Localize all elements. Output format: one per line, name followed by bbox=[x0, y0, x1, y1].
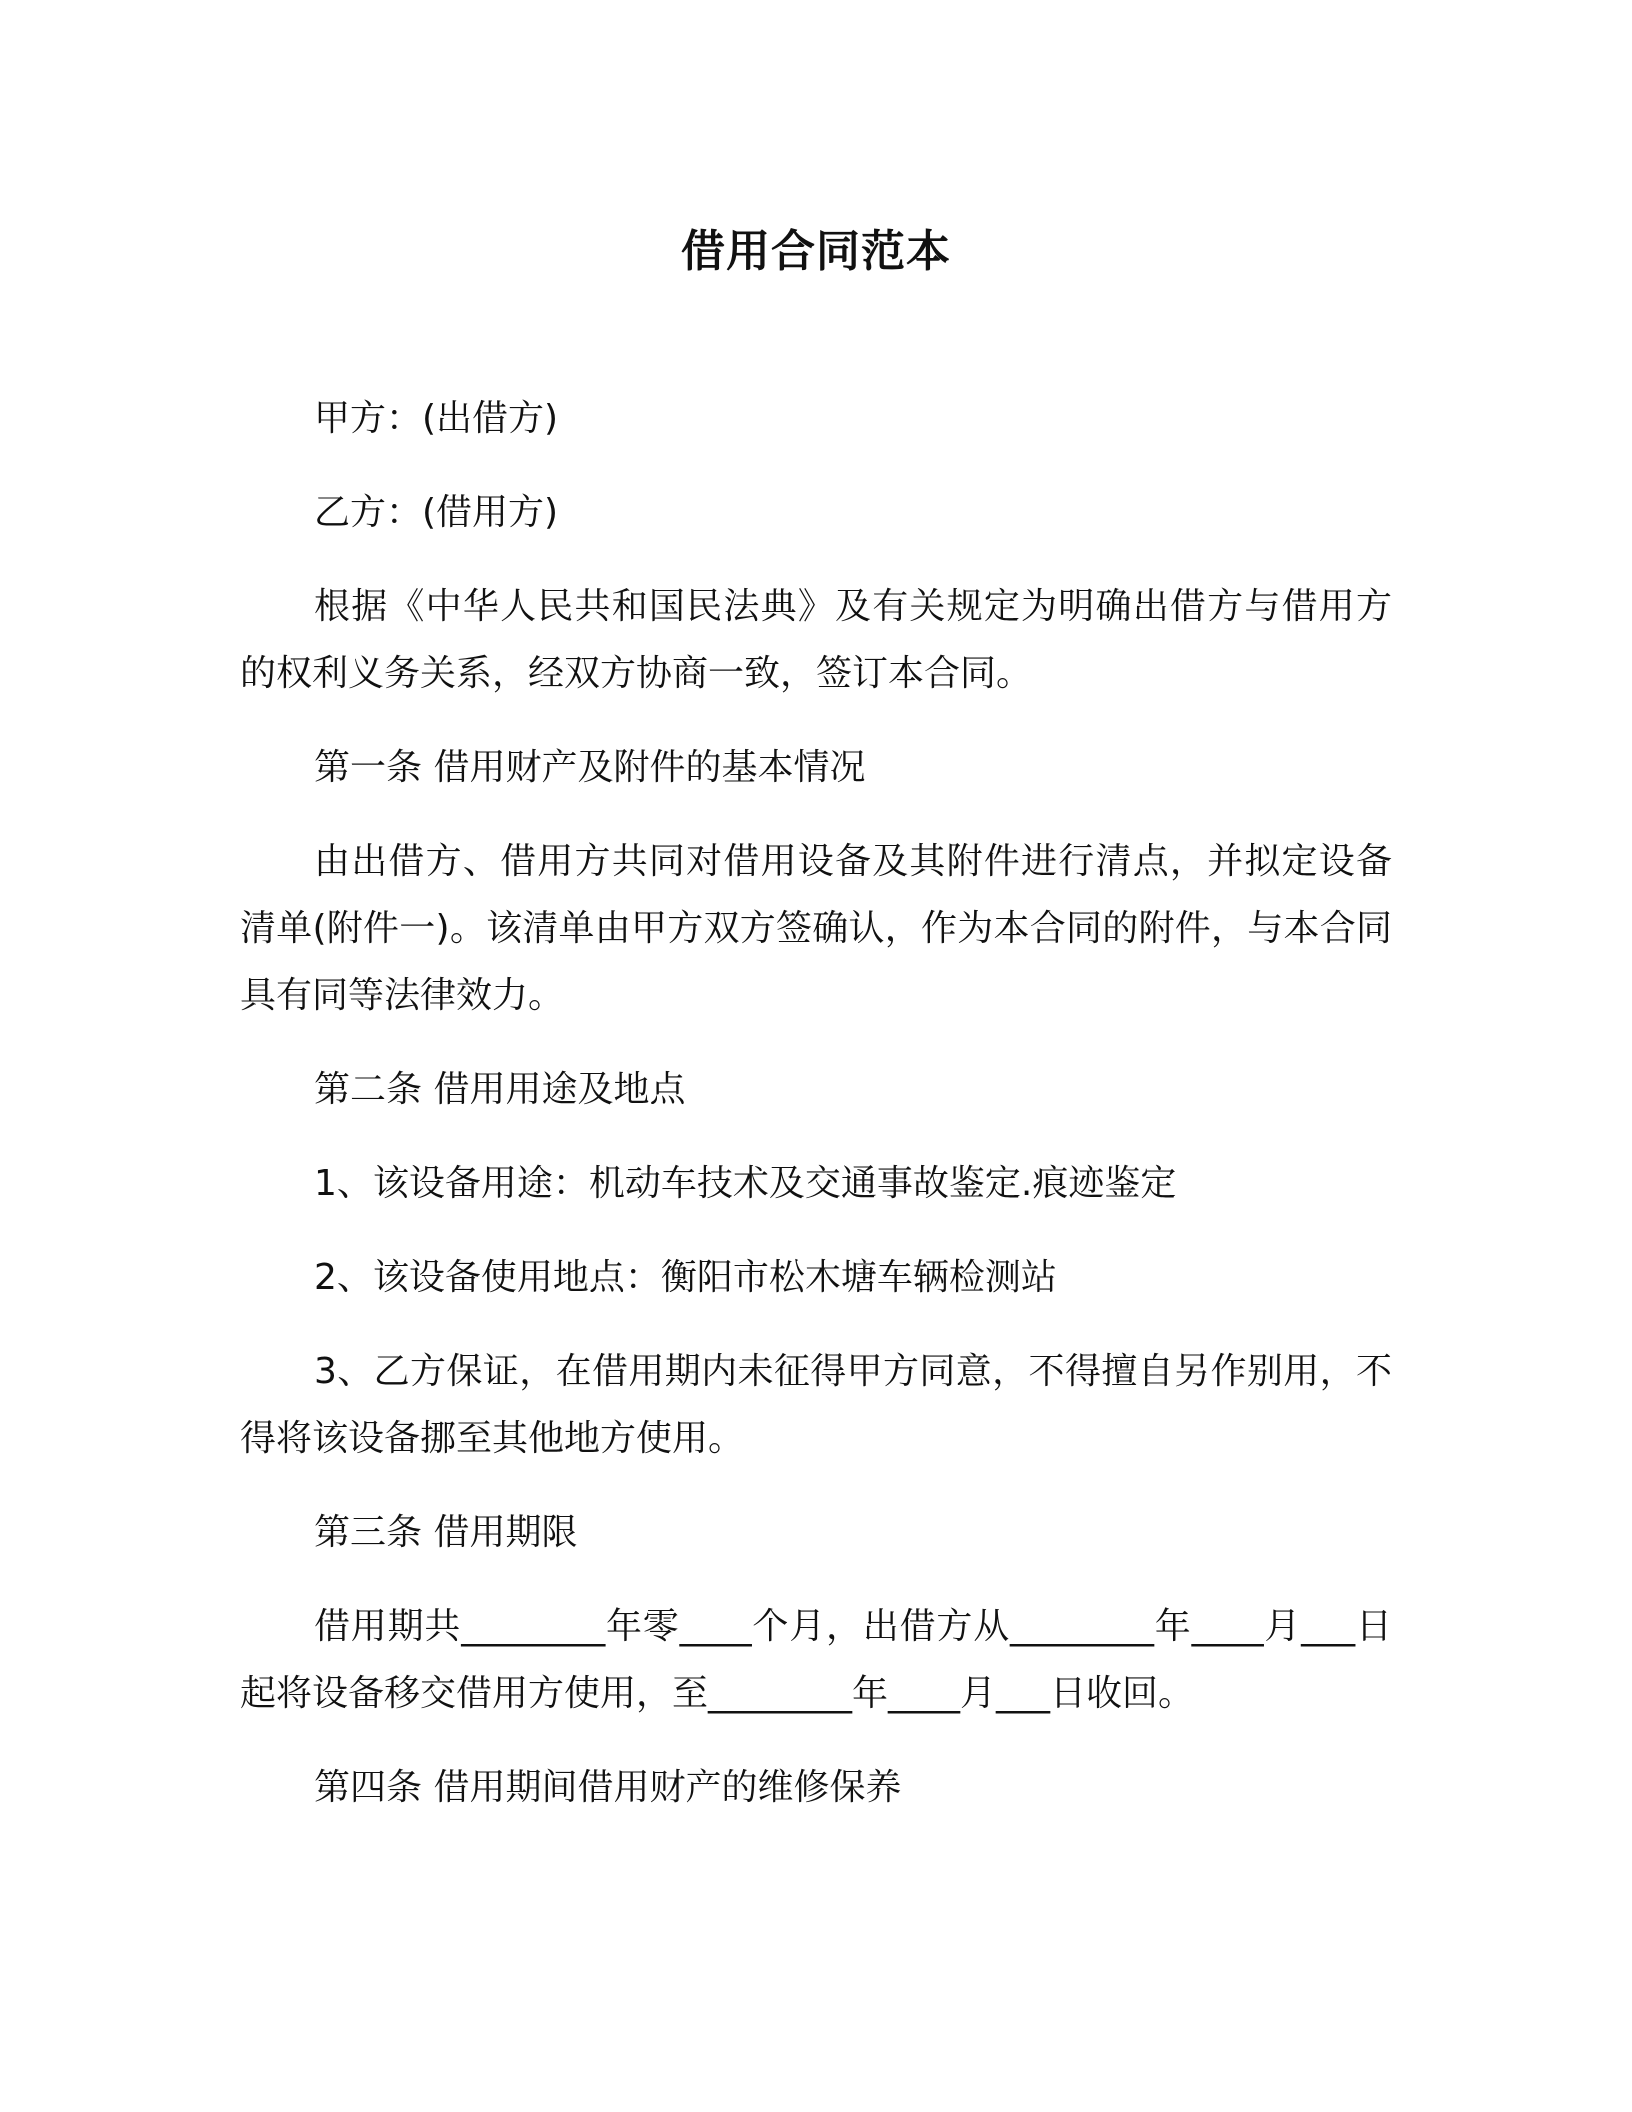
preamble-paragraph: 根据《中华人民共和国民法典》及有关规定为明确出借方与借用方的权利义务关系，经双方协商一致，签订本合同。 bbox=[240, 586, 1392, 694]
party-a-line: 甲方：(出借方) bbox=[314, 398, 559, 439]
document-body bbox=[240, 385, 1392, 1848]
article-2-heading: 第二条 借用用途及地点 bbox=[314, 1069, 686, 1110]
article-4-heading: 第四条 借用期间借用财产的维修保养 bbox=[314, 1767, 902, 1808]
article-2-item-1: 1、该设备用途：机动车技术及交通事故鉴定.痕迹鉴定 bbox=[314, 1163, 1177, 1204]
article-2-item-3: 3、乙方保证，在借用期内未征得甲方同意，不得擅自另作别用，不得将该设备挪至其他地方使用。 bbox=[240, 1351, 1392, 1459]
article-1-heading: 第一条 借用财产及附件的基本情况 bbox=[314, 747, 866, 788]
article-1-paragraph: 由出借方、借用方共同对借用设备及其附件进行清点，并拟定设备清单(附件一)。该清单由甲方双方签确认，作为本合同的附件，与本合同具有同等法律效力。 bbox=[240, 841, 1392, 1016]
article-3-heading: 第三条 借用期限 bbox=[314, 1512, 578, 1553]
article-2-item-2: 2、该设备使用地点：衡阳市松木塘车辆检测站 bbox=[314, 1257, 1057, 1298]
party-b-line: 乙方：(借用方) bbox=[314, 492, 559, 533]
article-3-paragraph: 借用期共________年零____个月，出借方从________年____月___日起将设备移交借用方使用，至________年____月___日收回。 bbox=[240, 1606, 1392, 1714]
document-title: 借用合同范本 bbox=[681, 226, 951, 277]
